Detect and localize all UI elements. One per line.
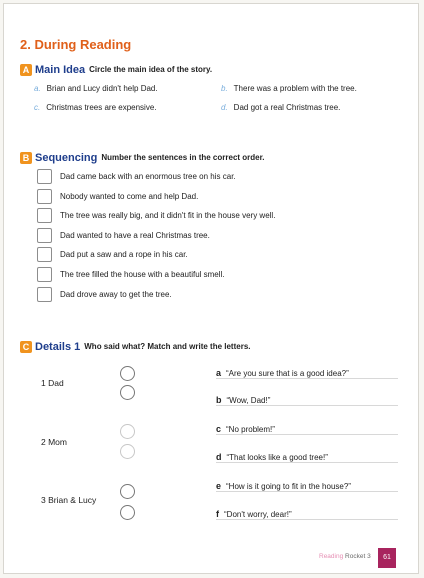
main-idea-instruction: Circle the main idea of the story. — [89, 65, 213, 75]
quote-letter: d — [216, 452, 222, 462]
sequence-sentence: Dad put a saw and a rope in his car. — [60, 250, 188, 259]
sequence-sentence: Nobody wanted to come and help Dad. — [60, 192, 199, 201]
quote-letter: c — [216, 424, 222, 434]
sequence-number-box[interactable] — [37, 287, 52, 302]
answer-circle[interactable] — [120, 444, 135, 459]
answer-circle[interactable] — [120, 505, 135, 520]
main-idea-option-c[interactable] — [34, 103, 157, 112]
option-letter: b. — [221, 84, 228, 93]
sequence-number-box[interactable] — [37, 267, 52, 282]
main-idea-option-a[interactable] — [34, 84, 158, 93]
sequence-sentence: The tree was really big, and it didn't fit in the house very well. — [60, 211, 276, 220]
worksheet-page — [3, 3, 419, 574]
main-idea-title: Main Idea — [35, 63, 86, 76]
details-instruction: Who said what? Match and write the letters. — [84, 342, 251, 352]
sequencing-instruction: Number the sentences in the correct order. — [101, 153, 265, 163]
speaker-brian-lucy: 3 Brian & Lucy — [41, 495, 97, 505]
sequence-number-box[interactable] — [37, 208, 52, 223]
sequence-sentence: Dad came back with an enormous tree on his car. — [60, 172, 236, 181]
main-idea-option-b[interactable] — [221, 84, 357, 93]
quote-text: “Are you sure that is a good idea?” — [226, 369, 349, 378]
quote-text: “That looks like a good tree!” — [226, 453, 328, 462]
option-text: Christmas trees are expensive. — [46, 103, 157, 112]
quote-text: “Wow, Dad!” — [226, 396, 271, 405]
quote-text: “How is it going to fit in the house?” — [226, 482, 351, 491]
details-header — [20, 338, 251, 356]
answer-circle[interactable] — [120, 484, 135, 499]
sequencing-title: Sequencing — [35, 151, 98, 164]
quote-text: “Don't worry, dear!” — [224, 510, 292, 519]
quote-text: “No problem!” — [226, 425, 275, 434]
sequence-number-box[interactable] — [37, 189, 52, 204]
sequence-sentence: Dad drove away to get the tree. — [60, 290, 172, 299]
main-idea-badge: A — [20, 64, 32, 76]
sequence-sentence: Dad wanted to have a real Christmas tree. — [60, 231, 210, 240]
details-title: Details 1 — [35, 340, 81, 353]
speaker-dad: 1 Dad — [41, 378, 64, 388]
sequence-number-box[interactable] — [37, 247, 52, 262]
quote-rule — [216, 462, 398, 463]
sequencing-header — [20, 149, 265, 167]
series-name-light: Reading — [319, 553, 344, 560]
quote-letter: e — [216, 481, 222, 491]
main-idea-header — [20, 61, 212, 79]
sequencing-badge: B — [20, 152, 32, 164]
quote-letter: a — [216, 368, 222, 378]
answer-circle[interactable] — [120, 366, 135, 381]
answer-circle[interactable] — [120, 424, 135, 439]
page-number: 61 — [378, 548, 396, 568]
series-name-bold: Rocket 3 — [345, 553, 371, 560]
quote-letter: b — [216, 395, 222, 405]
sequence-number-box[interactable] — [37, 169, 52, 184]
answer-circle[interactable] — [120, 385, 135, 400]
sequence-sentence: The tree filled the house with a beautiful smell. — [60, 270, 225, 279]
quote-rule — [216, 405, 398, 406]
option-letter: d. — [221, 103, 228, 112]
section-title: 2. During Reading — [20, 37, 132, 52]
quote-rule — [216, 434, 398, 435]
quote-rule — [216, 378, 398, 379]
option-letter: c. — [34, 103, 41, 112]
speaker-mom: 2 Mom — [41, 437, 67, 447]
details-badge: C — [20, 341, 32, 353]
series-name — [319, 553, 371, 560]
option-text: Brian and Lucy didn't help Dad. — [46, 84, 158, 93]
sequence-number-box[interactable] — [37, 228, 52, 243]
option-text: There was a problem with the tree. — [233, 84, 357, 93]
option-letter: a. — [34, 84, 41, 93]
quote-letter: f — [216, 509, 219, 519]
quote-rule — [216, 519, 398, 520]
main-idea-option-d[interactable] — [221, 103, 340, 112]
option-text: Dad got a real Christmas tree. — [233, 103, 341, 112]
quote-rule — [216, 491, 398, 492]
